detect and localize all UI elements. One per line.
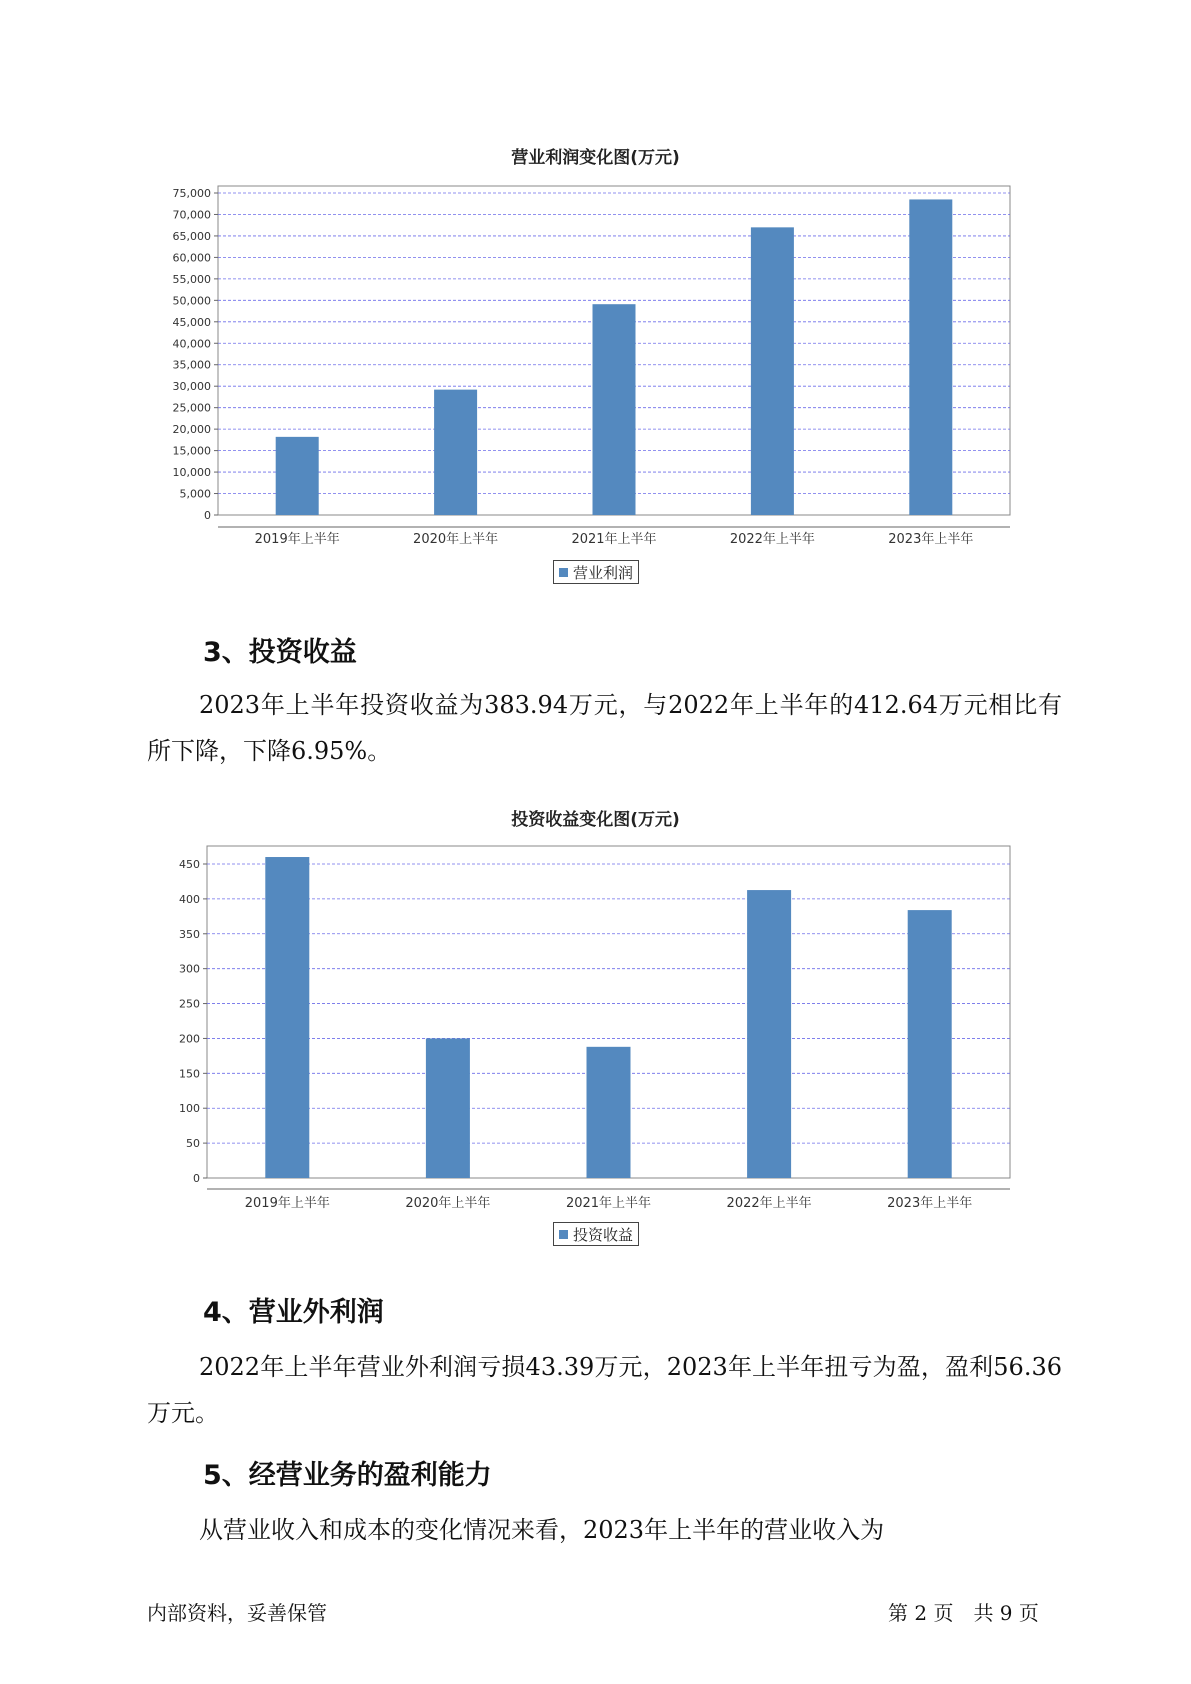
y-tick-label: 350: [179, 927, 200, 941]
y-tick-label: 70,000: [172, 208, 211, 222]
y-tick-label: 30,000: [172, 380, 211, 394]
footer-confidential-note: 内部资料，妥善保管: [147, 1601, 327, 1625]
x-tick-label: 2020年上半年: [413, 532, 499, 545]
legend-swatch-icon: [559, 1230, 568, 1239]
section-heading-profitability: 5、经营业务的盈利能力: [203, 1460, 492, 1491]
y-tick-label: 0: [204, 509, 211, 522]
x-tick-label: 2020年上半年: [405, 1196, 491, 1210]
x-tick-label: 2023年上半年: [888, 532, 974, 545]
y-tick-label: 45,000: [172, 315, 211, 329]
y-tick-label: 200: [179, 1032, 200, 1046]
bar: [265, 857, 309, 1178]
bar: [426, 1038, 470, 1178]
y-tick-label: 300: [179, 962, 200, 976]
bar: [908, 910, 952, 1178]
section-text-investment-income: 2023年上半年投资收益为383.94万元，与2022年上半年的412.64万元相比有所下降，下降6.95%。: [147, 691, 1062, 765]
x-tick-label: 2022年上半年: [729, 532, 815, 545]
y-tick-label: 250: [179, 997, 200, 1011]
legend-label: 投资收益: [573, 1225, 634, 1244]
y-tick-label: 60,000: [172, 251, 211, 265]
y-tick-label: 55,000: [172, 272, 211, 286]
y-tick-label: 35,000: [172, 358, 211, 372]
section-heading-non-operating-profit: 4、营业外利润: [203, 1297, 384, 1328]
section-text-non-operating-profit: 2022年上半年营业外利润亏损43.39万元，2023年上半年扭亏为盈，盈利56.36万元。: [147, 1353, 1062, 1427]
y-tick-label: 65,000: [172, 229, 211, 243]
section-heading-investment-income: 3、投资收益: [203, 637, 357, 668]
x-tick-label: 2019年上半年: [254, 532, 340, 545]
y-tick-label: 50: [186, 1137, 200, 1151]
y-tick-label: 0: [193, 1172, 200, 1185]
section-text-profitability: 从营业收入和成本的变化情况来看，2023年上半年的营业收入为: [199, 1516, 885, 1544]
x-tick-label: 2019年上半年: [244, 1196, 330, 1210]
y-tick-label: 40,000: [172, 337, 211, 351]
y-tick-label: 100: [179, 1102, 200, 1116]
footer-page-number: 第 2 页 共 9 页: [888, 1601, 1039, 1625]
bar: [747, 890, 791, 1178]
x-tick-label: 2022年上半年: [726, 1196, 812, 1210]
legend-label: 营业利润: [573, 563, 634, 582]
y-tick-label: 15,000: [172, 444, 211, 458]
y-tick-label: 400: [179, 892, 200, 906]
y-tick-label: 50,000: [172, 294, 211, 308]
x-tick-label: 2021年上半年: [565, 1196, 652, 1210]
bar: [587, 1047, 631, 1178]
y-tick-label: 25,000: [172, 401, 211, 415]
y-tick-label: 450: [179, 858, 200, 871]
y-tick-label: 5,000: [179, 487, 211, 501]
chart-title-operating-profit: 营业利润变化图(万元): [511, 148, 680, 168]
y-tick-label: 10,000: [172, 466, 211, 480]
x-tick-label: 2023年上半年: [887, 1196, 973, 1210]
y-tick-label: 75,000: [172, 187, 211, 200]
x-tick-label: 2021年上半年: [571, 532, 657, 545]
y-tick-label: 20,000: [172, 423, 211, 437]
y-tick-label: 150: [179, 1067, 200, 1081]
chart-legend-investment-income: [553, 1222, 639, 1246]
chart-title-investment-income: 投资收益变化图(万元): [511, 810, 680, 830]
